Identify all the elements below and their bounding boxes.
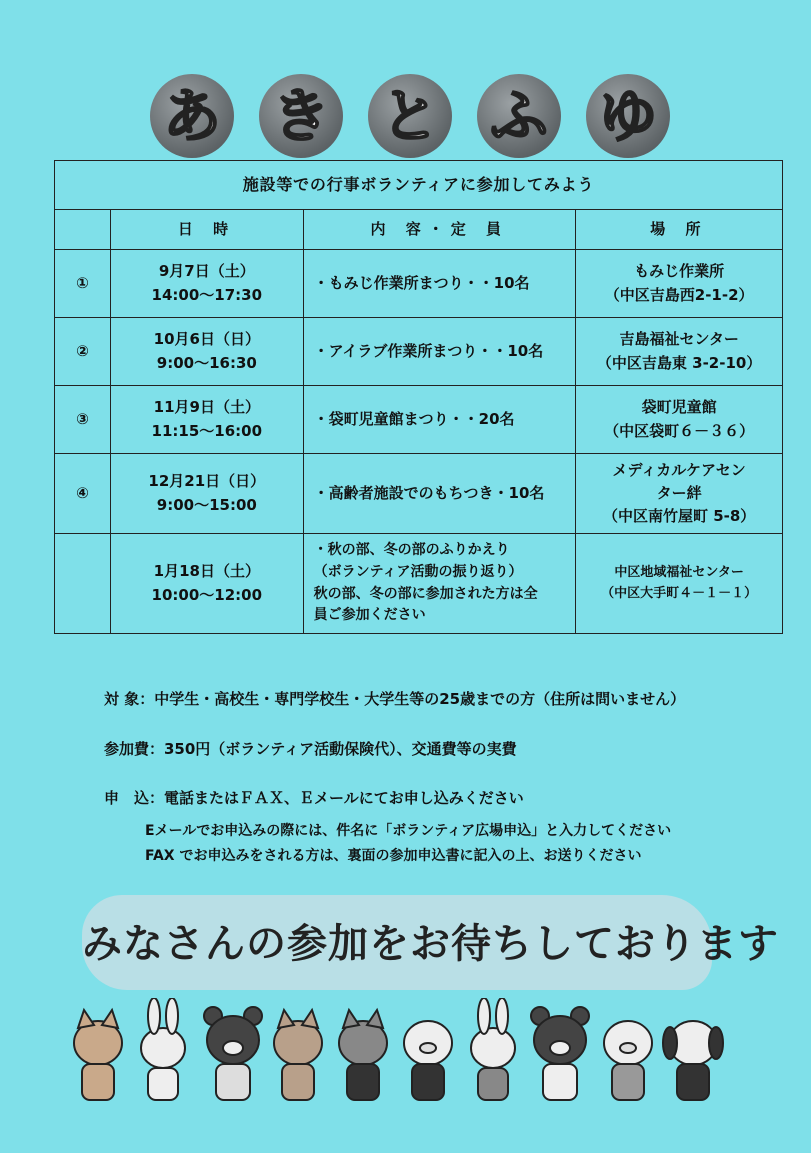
title-char-yu: ゆ xyxy=(586,74,670,158)
dog-icon xyxy=(663,1021,723,1100)
row-datetime xyxy=(110,318,303,386)
row-content xyxy=(303,454,576,534)
row-place xyxy=(576,318,783,386)
rabbit-icon xyxy=(141,998,185,1100)
row-content xyxy=(303,386,576,454)
row-place-line: 中区地域福祉センター xyxy=(614,565,744,581)
rabbit-icon xyxy=(471,998,515,1100)
row-place xyxy=(576,250,783,318)
row-content-line: ・アイラブ作業所まつり・・10名 xyxy=(313,341,544,360)
row-place-line: （中区大手町４－１－１） xyxy=(601,585,758,601)
email-note: Eメールでお申込みの際には、件名に「ボランティア広場申込」と入力してください xyxy=(145,823,672,839)
row-time: 11:15～16:00 xyxy=(151,421,263,440)
row-place-line: （中区南竹屋町 5-8） xyxy=(602,507,756,526)
row-date: 10月6日（日） xyxy=(153,330,260,349)
title-char-fu: ふ xyxy=(477,74,561,158)
table-row xyxy=(55,454,783,534)
row-number: ③ xyxy=(55,386,111,454)
pig-icon xyxy=(604,1021,652,1100)
row-place xyxy=(576,454,783,534)
header-place: 場 所 xyxy=(576,210,783,250)
table-row xyxy=(55,386,783,454)
row-time: 10:00～12:00 xyxy=(151,585,263,604)
row-date: 9月7日（土） xyxy=(158,262,255,281)
row-number: ④ xyxy=(55,454,111,534)
cat-icon xyxy=(74,1010,122,1100)
row-datetime xyxy=(110,454,303,534)
header-number xyxy=(55,210,111,250)
events-table xyxy=(54,160,783,634)
row-place xyxy=(576,534,783,634)
header-content: 内 容・定 員 xyxy=(303,210,576,250)
title-char-a: あ xyxy=(150,74,234,158)
target-info: 対 象：中学生・高校生・専門学校生・大学生等の25歳までの方（住所は問いません） xyxy=(104,690,686,708)
row-place-line: 吉島福祉センター xyxy=(619,330,739,349)
row-time: 9:00～15:00 xyxy=(156,495,257,514)
row-datetime xyxy=(110,250,303,318)
apply-info: 申 込：電話またはＦＡＸ、Ｅメールにてお申し込みください xyxy=(104,789,524,807)
row-date: 11月9日（土） xyxy=(153,398,260,417)
fax-note: FAX でお申込みをされる方は、裏面の参加申込書に記入の上、お送りください xyxy=(145,848,642,864)
row-date: 1月18日（土） xyxy=(153,562,260,581)
table-row xyxy=(55,250,783,318)
row-content-line: ・秋の部、冬の部のふりかえり xyxy=(313,542,510,559)
bear-icon xyxy=(531,1007,589,1100)
animals-illustration xyxy=(68,998,728,1108)
table-caption: 施設等での行事ボランティアに参加してみよう xyxy=(55,161,783,210)
row-date: 12月21日（日） xyxy=(148,472,266,491)
row-number: ② xyxy=(55,318,111,386)
cat-icon xyxy=(339,1010,387,1100)
row-place-line: （中区吉島東 3-2-10） xyxy=(596,353,762,372)
title-row xyxy=(150,72,670,160)
row-number: ① xyxy=(55,250,111,318)
table-row xyxy=(55,534,783,634)
banner-text: みなさんの参加をお待ちしております xyxy=(82,921,779,967)
row-datetime xyxy=(110,386,303,454)
row-place-line: メディカルケアセン xyxy=(612,460,746,479)
row-time: 14:00～17:30 xyxy=(151,285,263,304)
row-content-line: ・もみじ作業所まつり・・10名 xyxy=(313,273,530,292)
row-content-line: 秋の部、冬の部に参加された方は全 xyxy=(313,585,538,602)
cat-icon xyxy=(274,1010,322,1100)
fee-info: 参加費：350円（ボランティア活動保険代）、交通費等の実費 xyxy=(104,740,517,758)
row-number xyxy=(55,534,111,634)
row-place-line: ター絆 xyxy=(656,483,702,502)
table-row xyxy=(55,318,783,386)
row-place-line: もみじ作業所 xyxy=(634,262,725,281)
row-content xyxy=(303,250,576,318)
row-time: 9:00～16:30 xyxy=(156,353,257,372)
row-content xyxy=(303,534,576,634)
title-char-to: と xyxy=(368,74,452,158)
row-place xyxy=(576,386,783,454)
row-datetime xyxy=(110,534,303,634)
pig-icon xyxy=(404,1021,452,1100)
bear-icon xyxy=(204,1007,262,1100)
row-place-line: 袋町児童館 xyxy=(641,398,717,417)
header-datetime: 日 時 xyxy=(110,210,303,250)
title-char-ki: き xyxy=(259,74,343,158)
row-content-line: ・袋町児童館まつり・・20名 xyxy=(313,409,515,428)
row-content xyxy=(303,318,576,386)
row-place-line: （中区袋町６－３６） xyxy=(604,421,755,440)
row-content-line: 員ご参加ください xyxy=(313,607,426,624)
row-place-line: （中区吉島西2-1-2） xyxy=(604,285,754,304)
row-content-line: （ボランティア活動の振り返り） xyxy=(313,563,523,580)
row-content-line: ・高齢者施設でのもちつき・10名 xyxy=(313,483,545,502)
